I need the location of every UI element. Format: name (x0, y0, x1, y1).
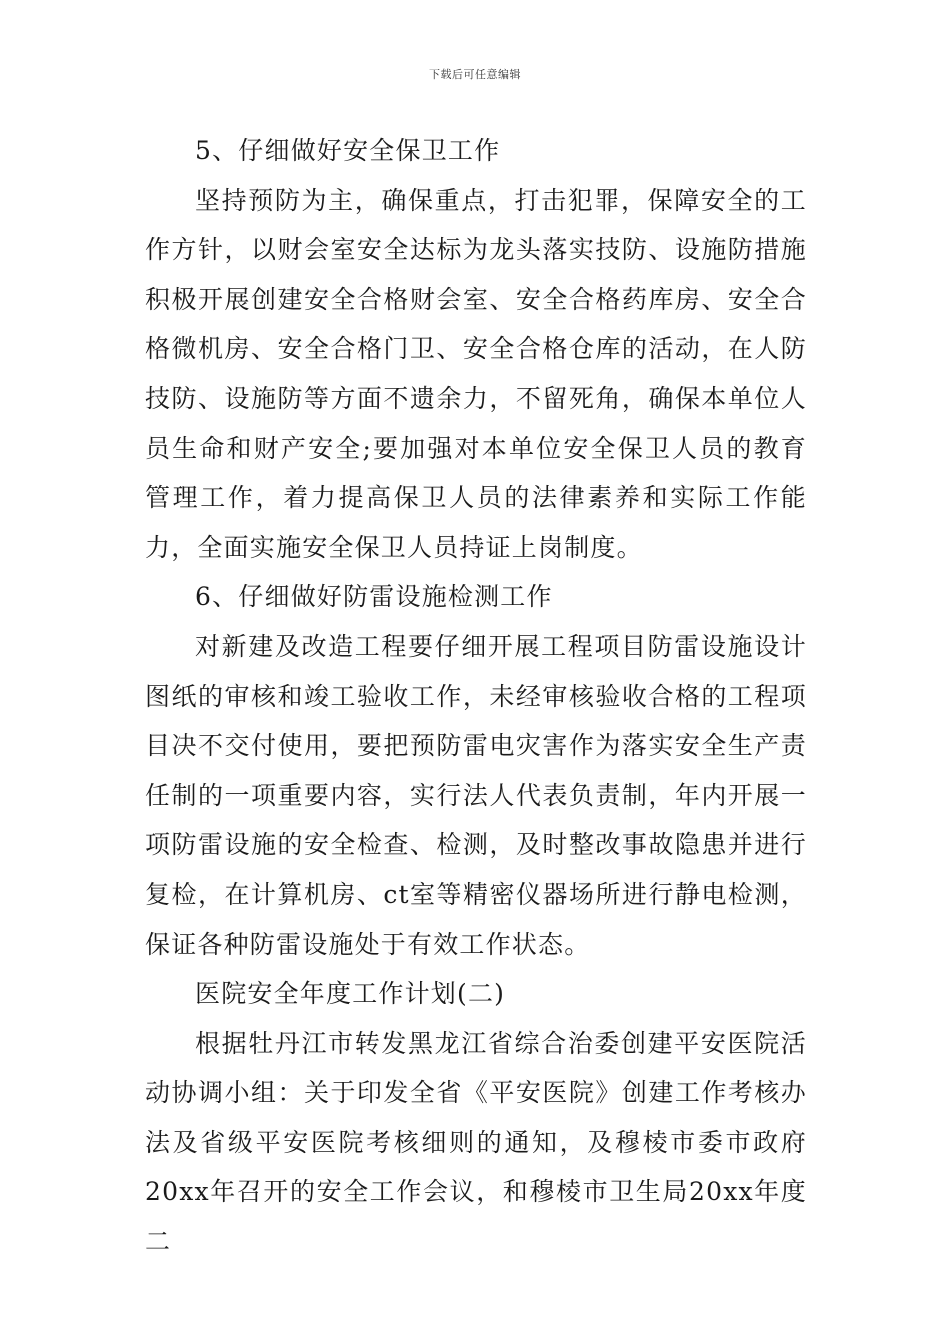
header-note: 下载后可任意编辑 (429, 68, 521, 81)
section-heading-5: 5、仔细做好安全保卫工作 (195, 136, 501, 165)
section-heading-plan-2: 医院安全年度工作计划(二) (195, 979, 506, 1009)
paragraph-lightning: 对新建及改造工程要仔细开展工程项目防雷设施设计图纸的审核和竣工验收工作，未经审核验收合格的工程项目决不交付使用，要把预防雷电灾害作为落实安全生产责任制的一项重要内容，实行法人代表负责制，年内开展一项防雷设施的安全检查、检测，及时整改事故隐患并进行复检，在计算机房、ct室等精密仪器场所进行静电检测，保证各种防雷设施处于有效工作状态。 (145, 631, 807, 959)
document-body (145, 126, 807, 1267)
paragraph-plan-intro: 根据牡丹江市转发黑龙江省综合治委创建平安医院活动协调小组：关于印发全省《平安医院》创建工作考核办法及省级平安医院考核细则的通知，及穆棱市委市政府20xx年召开的安全工作会议，和穆棱市卫生局20xx年度二 (145, 1028, 807, 1257)
section-heading-6: 6、仔细做好防雷设施检测工作 (195, 582, 553, 612)
paragraph-security: 坚持预防为主，确保重点，打击犯罪，保障安全的工作方针，以财会室安全达标为龙头落实技防、设施防措施积极开展创建安全合格财会室、安全合格药库房、安全合格微机房、安全合格门卫、安全合格仓库的活动，在人防技防、设施防等方面不遗余力，不留死角，确保本单位人员生命和财产安全;要加强对本单位安全保卫人员的教育管理工作，着力提高保卫人员的法律素养和实际工作能力，全面实施安全保卫人员持证上岗制度。 (145, 185, 807, 562)
